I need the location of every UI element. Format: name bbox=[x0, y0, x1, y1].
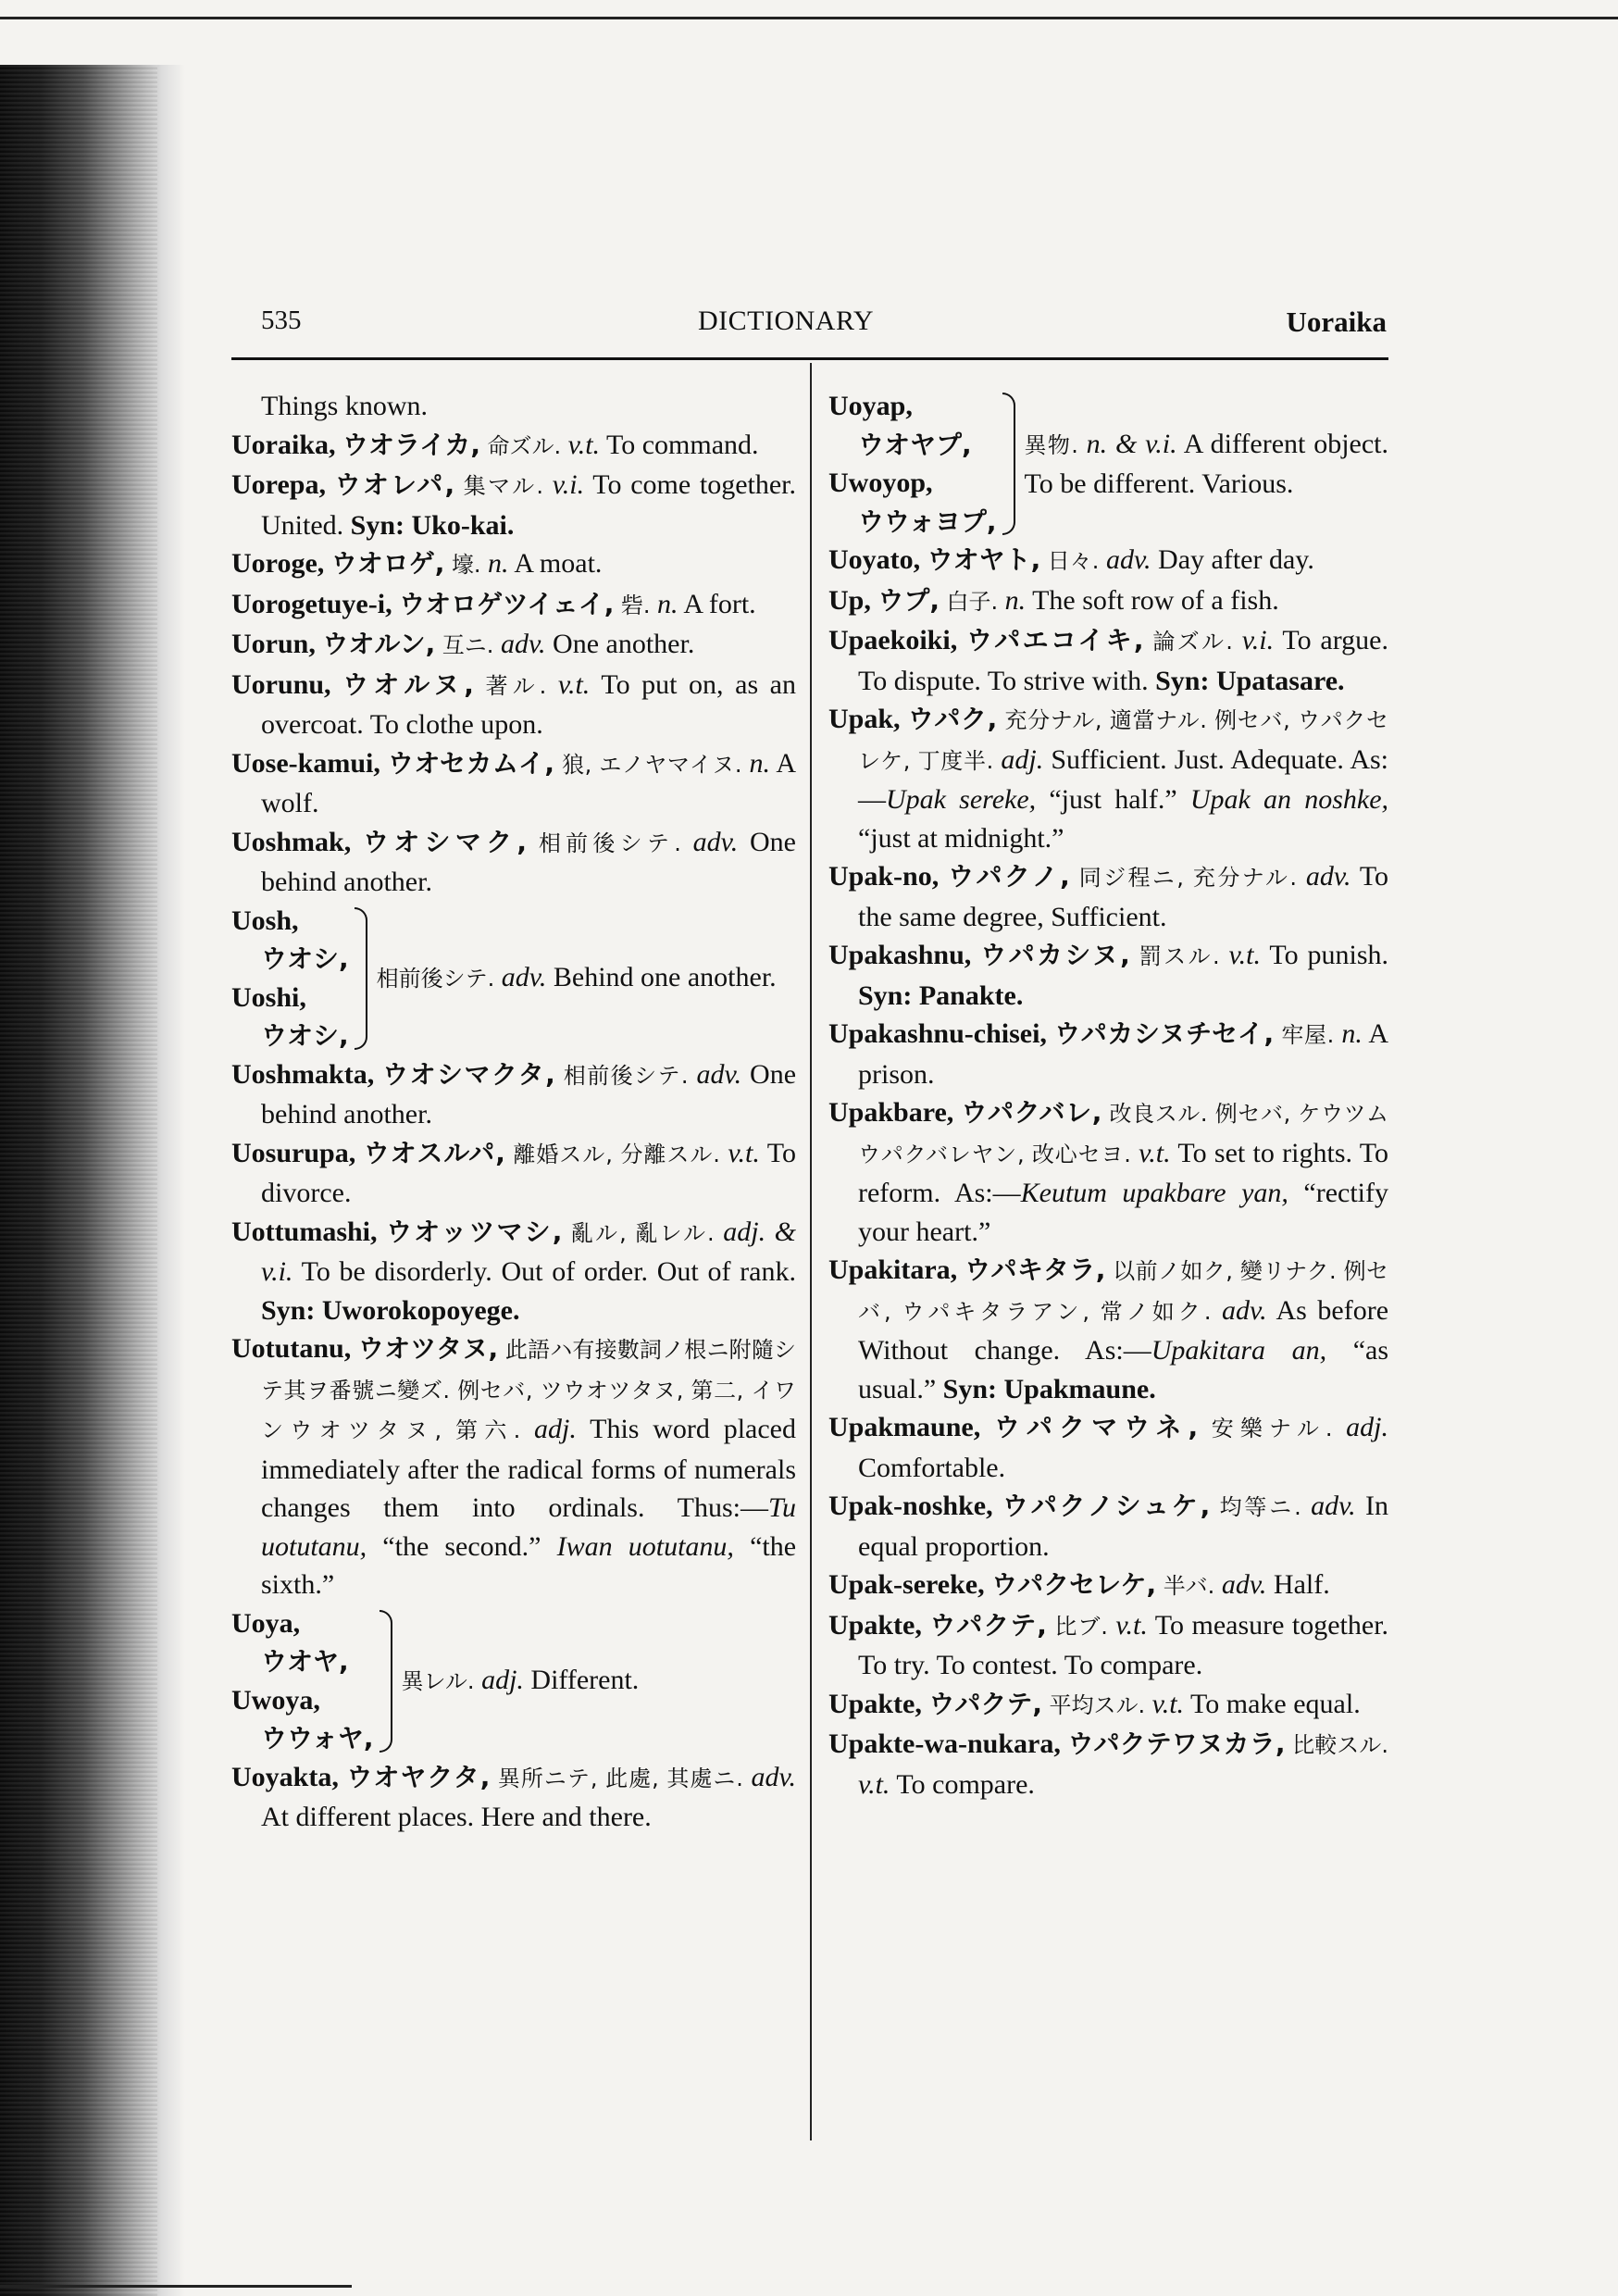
definition: To command. bbox=[606, 429, 759, 460]
definition: In equal proportion. bbox=[858, 1491, 1388, 1562]
headword: Upakte, bbox=[828, 1609, 922, 1641]
headword: Upakbare, bbox=[828, 1097, 954, 1128]
japanese-gloss: 離婚スル, 分離スル. bbox=[513, 1141, 720, 1167]
headword: Uotutanu, bbox=[231, 1333, 352, 1364]
definition: One behind another. bbox=[261, 1058, 797, 1129]
part-of-speech: v.t. bbox=[1139, 1137, 1171, 1168]
definition: To make equal. bbox=[1190, 1688, 1361, 1719]
dictionary-entry bbox=[828, 936, 1388, 1015]
kana-reading: ウパクテワヌカラ, bbox=[1067, 1728, 1286, 1759]
definition: To divorce. bbox=[261, 1137, 796, 1208]
japanese-gloss: 集マル. bbox=[463, 473, 543, 499]
part-of-speech: adv. bbox=[1221, 1569, 1267, 1600]
part-of-speech: v.t. bbox=[1151, 1688, 1185, 1719]
page-number: 535 bbox=[261, 306, 302, 335]
part-of-speech: v.t. bbox=[1228, 940, 1261, 970]
synonym: Syn: Uworokopoyege. bbox=[261, 1294, 520, 1326]
shared-definition bbox=[1025, 425, 1388, 504]
headword: Uwoyop, bbox=[828, 468, 933, 498]
headword-group bbox=[231, 902, 349, 1055]
kana-reading: ウオシマクタ, bbox=[382, 1058, 555, 1090]
kana-reading: ウオヤクタ, bbox=[346, 1761, 491, 1792]
japanese-gloss: 狼, エノヤマイヌ. bbox=[562, 751, 742, 778]
definition: Different. bbox=[530, 1664, 640, 1695]
example-translation: “as usual.” bbox=[858, 1335, 1389, 1404]
part-of-speech: adj. & v.i. bbox=[261, 1216, 796, 1287]
japanese-gloss: 安樂ナル. bbox=[1211, 1416, 1333, 1441]
japanese-gloss: 論ズル. bbox=[1152, 629, 1233, 655]
definition: To set to rights. To reform. As:— bbox=[858, 1137, 1388, 1208]
kana-reading: ウパカシヌ, bbox=[980, 940, 1130, 970]
guide-word: Uoraika bbox=[1286, 306, 1387, 338]
headword: Upak, bbox=[828, 704, 901, 734]
brace-bracket bbox=[1002, 393, 1015, 535]
part-of-speech: adv. bbox=[751, 1761, 797, 1792]
dictionary-entry bbox=[231, 625, 796, 666]
part-of-speech: n. bbox=[656, 588, 678, 619]
headword: Uose-kamui, bbox=[231, 747, 380, 779]
headword: Uoroge, bbox=[231, 548, 325, 579]
definition: Day after day. bbox=[1158, 544, 1314, 575]
japanese-gloss: 牢屋. bbox=[1281, 1022, 1335, 1048]
kana-reading: ウオヤプ, bbox=[858, 429, 972, 460]
dictionary-entry bbox=[828, 1566, 1388, 1606]
dictionary-entry bbox=[828, 857, 1388, 936]
part-of-speech: v.t. bbox=[858, 1768, 890, 1800]
part-of-speech: adj. bbox=[1346, 1412, 1388, 1442]
bottom-edge-rule bbox=[0, 2285, 352, 2288]
definition: Sufficient. Just. Adequate. As:— bbox=[858, 743, 1388, 815]
definition: A prison. bbox=[858, 1018, 1389, 1090]
definition: The soft row of a fish. bbox=[1032, 584, 1279, 616]
part-of-speech: n. bbox=[1004, 584, 1027, 616]
running-title: DICTIONARY bbox=[698, 306, 874, 336]
headword: Uorepa, bbox=[231, 469, 326, 500]
headword: Upakashnu, bbox=[828, 940, 972, 970]
kana-reading: ウパクテ, bbox=[928, 1688, 1042, 1719]
definition: A wolf. bbox=[261, 747, 796, 818]
headword-group bbox=[231, 1604, 374, 1758]
definition: To punish. bbox=[1269, 940, 1388, 970]
example-translation: “rectify your heart.” bbox=[858, 1178, 1389, 1247]
dictionary-entry bbox=[231, 823, 796, 902]
brace-bracket bbox=[380, 1610, 392, 1753]
headword: Uoraika, bbox=[231, 429, 336, 460]
kana-reading: ウパカシヌチセイ, bbox=[1054, 1018, 1275, 1049]
part-of-speech: adj. bbox=[534, 1414, 577, 1444]
dictionary-entry bbox=[231, 466, 796, 544]
japanese-gloss: 亂ル, 亂レル. bbox=[570, 1219, 715, 1246]
japanese-gloss: 異レル. bbox=[401, 1667, 475, 1694]
dictionary-entry bbox=[828, 621, 1388, 700]
definition: Comfortable. bbox=[858, 1452, 1006, 1483]
definition: To put on, as an overcoat. To clothe upon. bbox=[261, 668, 797, 740]
part-of-speech: adv. bbox=[1105, 544, 1151, 575]
headword: Upakte, bbox=[828, 1688, 922, 1719]
headword: Uottumashi, bbox=[231, 1216, 378, 1247]
headword: Uorun, bbox=[231, 629, 316, 659]
part-of-speech: n. bbox=[749, 747, 770, 779]
kana-reading: ウオシマク, bbox=[362, 826, 528, 857]
japanese-gloss: 相前後シテ. bbox=[538, 830, 681, 856]
headword: Uosh, bbox=[231, 905, 299, 936]
japanese-gloss: 互ニ. bbox=[442, 632, 494, 658]
japanese-gloss: 相前後シテ. bbox=[376, 965, 495, 992]
dictionary-entry bbox=[231, 544, 796, 585]
headword: Upaekoiki, bbox=[828, 625, 958, 655]
dictionary-entry bbox=[231, 1758, 796, 1837]
kana-reading: ウオルン, bbox=[322, 629, 436, 659]
headword: Upakte-wa-nukara, bbox=[828, 1728, 1061, 1759]
part-of-speech: v.i. bbox=[552, 469, 585, 500]
example-ainu: Upakitara an, bbox=[1151, 1335, 1327, 1366]
shared-definition bbox=[377, 958, 796, 999]
definition: To argue. To dispute. To strive with. bbox=[858, 625, 1388, 696]
japanese-gloss: 壕. bbox=[451, 552, 481, 578]
part-of-speech: n. bbox=[1341, 1018, 1363, 1049]
bracketed-entry bbox=[828, 387, 1388, 541]
part-of-speech: v.t. bbox=[1115, 1609, 1148, 1641]
column-divider bbox=[810, 363, 812, 2140]
definition: To be disorderly. Out of order. Out of rank. bbox=[301, 1256, 796, 1287]
part-of-speech: v.t. bbox=[567, 429, 601, 460]
headword: Uorogetuye-i, bbox=[231, 588, 392, 619]
headword: Uoyato, bbox=[828, 544, 921, 575]
japanese-gloss: 日々. bbox=[1047, 548, 1100, 574]
japanese-gloss: 充分ナル, 適當ナル. 例セバ, ウパクセレケ, 丁度半. bbox=[858, 707, 1388, 774]
example-translation: “the second.” bbox=[382, 1530, 541, 1562]
kana-reading: ウオレパ, bbox=[334, 469, 455, 500]
part-of-speech: adv. bbox=[500, 629, 546, 659]
kana-reading: ウウォヤ, bbox=[261, 1723, 374, 1753]
dictionary-entry bbox=[828, 581, 1388, 622]
dictionary-entry bbox=[231, 585, 796, 626]
headword: Uosurupa, bbox=[231, 1137, 356, 1168]
top-edge-rule bbox=[0, 17, 1618, 19]
definition: At different places. Here and there. bbox=[261, 1802, 652, 1832]
kana-reading: ウオシ, bbox=[261, 943, 349, 974]
part-of-speech: v.t. bbox=[728, 1137, 760, 1168]
dictionary-entry bbox=[231, 1329, 796, 1604]
dictionary-entry bbox=[828, 1725, 1388, 1803]
dictionary-entry bbox=[231, 1134, 796, 1213]
kana-reading: ウプ, bbox=[877, 584, 940, 616]
kana-reading: ウオロゲ, bbox=[330, 548, 445, 579]
headword: Uorunu, bbox=[231, 668, 331, 700]
part-of-speech: adv. bbox=[1311, 1491, 1356, 1521]
definition: A different object. To be different. Various. bbox=[1024, 428, 1389, 499]
kana-reading: ウオスルパ, bbox=[363, 1137, 505, 1168]
japanese-gloss: 以前ノ如ク, 變リナク. 例セバ, ウパキタラアン, 常ノ如ク. bbox=[858, 1258, 1389, 1325]
part-of-speech: adv. bbox=[696, 1058, 742, 1090]
japanese-gloss: 異物. bbox=[1024, 431, 1078, 458]
japanese-gloss: 半バ. bbox=[1163, 1573, 1215, 1599]
dictionary-entry bbox=[231, 1213, 796, 1330]
headword: Upak-no, bbox=[828, 861, 940, 892]
headword: Upakitara, bbox=[828, 1254, 958, 1285]
japanese-gloss: 均等ニ. bbox=[1219, 1494, 1301, 1520]
synonym: Syn: Panakte. bbox=[858, 980, 1024, 1011]
definition: To the same degree, Sufficient. bbox=[858, 861, 1389, 932]
definition: To compare. bbox=[896, 1768, 1035, 1800]
kana-reading: ウオセカムイ, bbox=[387, 747, 555, 779]
part-of-speech: adj. bbox=[481, 1664, 524, 1695]
kana-reading: ウオツタヌ, bbox=[357, 1333, 499, 1364]
dictionary-entry bbox=[231, 744, 796, 823]
part-of-speech: v.t. bbox=[557, 668, 591, 700]
dictionary-entry bbox=[828, 1487, 1388, 1566]
japanese-gloss: 白子. bbox=[946, 588, 999, 615]
shared-definition bbox=[402, 1661, 796, 1702]
example-ainu: Tu uotutanu, bbox=[261, 1492, 796, 1562]
synonym: Syn: Uko-kai. bbox=[350, 509, 515, 541]
japanese-gloss: 著ル. bbox=[485, 672, 547, 699]
kana-reading: ウパクセレケ, bbox=[991, 1569, 1157, 1600]
kana-reading: ウパクノ, bbox=[948, 861, 1070, 892]
left-column bbox=[231, 387, 796, 1837]
definition: To measure together. To try. To contest. To compare. bbox=[858, 1609, 1389, 1680]
brace-bracket bbox=[355, 907, 367, 1050]
definition: As before Without change. As:— bbox=[858, 1294, 1389, 1366]
dictionary-entry bbox=[828, 1251, 1388, 1408]
japanese-gloss: 砦. bbox=[620, 592, 651, 618]
bracketed-entry bbox=[231, 902, 796, 1055]
definition: Half. bbox=[1273, 1569, 1330, 1600]
kana-reading: ウパクノシュケ, bbox=[1002, 1491, 1211, 1521]
kana-reading: ウパク, bbox=[907, 704, 998, 734]
definition: To come together. United. bbox=[261, 469, 797, 541]
part-of-speech: adv. bbox=[692, 826, 739, 857]
definition: This word placed immediately after the radical forms of numerals changes them into ordinals. Thus:— bbox=[261, 1414, 796, 1523]
definition: A fort. bbox=[683, 588, 756, 619]
headword: Up, bbox=[828, 584, 871, 616]
example-ainu: Upak sereke, bbox=[886, 784, 1037, 815]
part-of-speech: adj. bbox=[1001, 743, 1044, 775]
header-rule bbox=[231, 357, 1388, 360]
example-ainu: Iwan uotutanu, bbox=[556, 1530, 734, 1562]
dictionary-entry bbox=[828, 1685, 1388, 1726]
dictionary-entry bbox=[828, 1093, 1388, 1251]
headword: Uoshmakta, bbox=[231, 1058, 375, 1090]
part-of-speech: n. & v.i. bbox=[1086, 428, 1177, 459]
japanese-gloss: 平均スル. bbox=[1049, 1691, 1146, 1718]
dictionary-entry bbox=[828, 1015, 1388, 1093]
dictionary-entry bbox=[231, 666, 796, 744]
headword: Uoyap, bbox=[828, 391, 913, 421]
japanese-gloss: 此語ハ有接數詞ノ根ニ附隨シテ其ヲ番號ニ變ズ. 例セバ, ツウオツタヌ, 第二, イワンウオツタヌ, 第六. bbox=[261, 1337, 797, 1443]
headword: Upakmaune, bbox=[828, 1412, 981, 1442]
japanese-gloss: 同ジ程ニ, 充分ナル. bbox=[1078, 865, 1297, 891]
kana-reading: ウパクマウネ, bbox=[993, 1412, 1199, 1442]
part-of-speech: v.i. bbox=[1241, 625, 1275, 655]
japanese-gloss: 異所ニテ, 此處, 其處ニ. bbox=[497, 1765, 743, 1791]
kana-reading: ウパエコイキ, bbox=[966, 625, 1144, 655]
example-translation: “just half.” bbox=[1049, 784, 1177, 815]
kana-reading: ウオヤ, bbox=[261, 1646, 349, 1677]
kana-reading: ウオルヌ, bbox=[342, 668, 474, 700]
headword: Upak-noshke, bbox=[828, 1491, 993, 1521]
right-column bbox=[828, 387, 1388, 1803]
dictionary-entry bbox=[828, 1408, 1388, 1487]
headword: Uoyakta, bbox=[231, 1761, 339, 1792]
definition: Behind one another. bbox=[553, 961, 777, 992]
dictionary-entry bbox=[828, 700, 1388, 857]
page-header bbox=[0, 306, 1618, 343]
japanese-gloss: 比較スル. bbox=[1292, 1732, 1389, 1758]
example-translation: “the sixth.” bbox=[261, 1530, 797, 1600]
kana-reading: ウオヤト, bbox=[927, 544, 1041, 575]
japanese-gloss: 比ブ. bbox=[1054, 1613, 1108, 1640]
kana-reading: ウウォヨプ, bbox=[858, 505, 997, 537]
part-of-speech: adv. bbox=[1305, 861, 1351, 892]
dictionary-entry bbox=[828, 1606, 1388, 1685]
dictionary-entry bbox=[231, 426, 796, 467]
kana-reading: ウパキタラ, bbox=[965, 1254, 1106, 1285]
headword-group bbox=[828, 387, 997, 541]
example-ainu: Keutum upakbare yan, bbox=[1020, 1178, 1288, 1208]
entry-continuation: Things known. bbox=[261, 391, 428, 421]
headword: Uwoya, bbox=[231, 1684, 320, 1716]
headword: Uoya, bbox=[231, 1607, 301, 1639]
japanese-gloss: 相前後シテ. bbox=[563, 1062, 689, 1089]
definition: A moat. bbox=[514, 548, 603, 579]
japanese-gloss: 罰スル. bbox=[1139, 943, 1220, 969]
kana-reading: ウオライカ, bbox=[342, 429, 480, 460]
definition: One behind another. bbox=[261, 826, 796, 897]
kana-reading: ウオッツマシ, bbox=[386, 1216, 563, 1247]
part-of-speech: adv. bbox=[1222, 1294, 1267, 1326]
headword: Upak-sereke, bbox=[828, 1569, 985, 1600]
synonym: Syn: Upakmaune. bbox=[942, 1373, 1156, 1404]
dictionary-entry bbox=[828, 541, 1388, 581]
part-of-speech: adv. bbox=[501, 961, 547, 992]
binding-texture bbox=[0, 65, 157, 2296]
headword: Upakashnu-chisei, bbox=[828, 1018, 1047, 1049]
kana-reading: ウオシ, bbox=[261, 1020, 349, 1051]
headword: Uoshi, bbox=[231, 981, 306, 1013]
kana-reading: ウパクバレ, bbox=[961, 1097, 1102, 1128]
definition: One another. bbox=[553, 629, 695, 659]
kana-reading: ウオロゲツイェイ, bbox=[399, 588, 615, 619]
example-translation: “just at midnight.” bbox=[858, 822, 1064, 854]
japanese-gloss: 命ズル. bbox=[487, 432, 562, 459]
part-of-speech: n. bbox=[488, 548, 509, 579]
bracketed-entry bbox=[231, 1604, 796, 1758]
kana-reading: ウパクテ, bbox=[929, 1609, 1047, 1641]
headword: Uoshmak, bbox=[231, 826, 352, 857]
synonym: Syn: Upatasare. bbox=[1155, 665, 1345, 696]
japanese-gloss: 改良スル. 例セバ, ケウツムウパクバレヤン, 改心セヨ. bbox=[858, 1101, 1388, 1167]
dictionary-entry bbox=[231, 1055, 796, 1134]
example-ainu: Upak an noshke, bbox=[1189, 784, 1389, 815]
